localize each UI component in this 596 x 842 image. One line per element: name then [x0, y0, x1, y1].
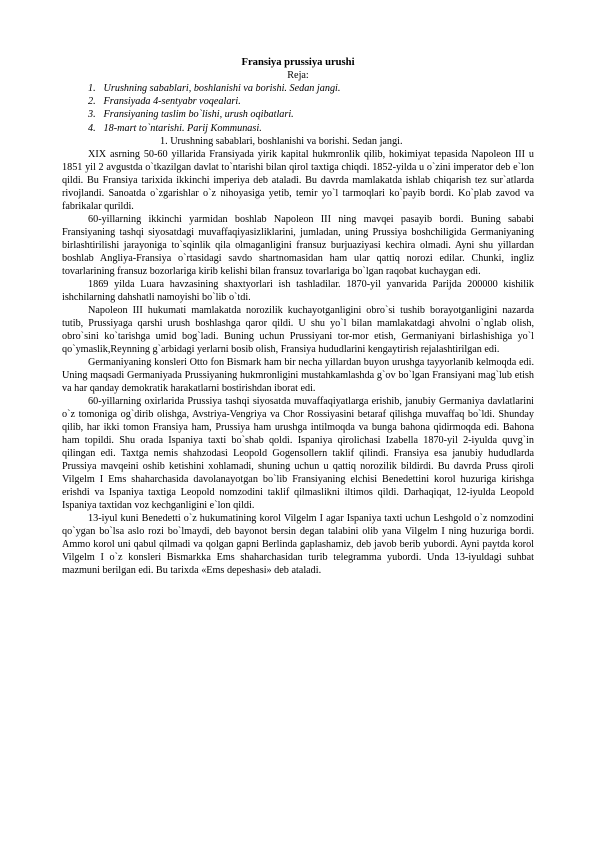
plan-item-text: Fransiyada 4-sentyabr voqealari. [103, 96, 241, 108]
paragraph: 60-yillarning oxirlarida Prussiya tashqi siyosatda muvaffaqiyatlarga erishib, janubiy Germaniya davlatlarini o`z tomoniga og`dirib olishga, Avstriya-Vengriya va Chor Rossiyasini betaraf qilishga muvaffaq bo`ldi. Shunday qilib, har ikki tomon Fransiya ham, Prussiya ham urushga intilmoqda va bunga bahona qidirmoqda edi. Bahona ham topildi. Shu orada Ispaniya taxti bo`shab qoldi. Ispaniya qirolichasi Izabella 1870-yil 2-iyulda quvg`in qilingan edi. Taxtga nemis shahzodasi Leopold Gogensollern taklif qilindi. Fransiya esa janubiy hududlarda Prussiya mavqeini oshib ketishini xohlamadi, shuning uchun u qattiq norozilik bildirdi. Bu davrda Pruss qiroli Vilgelm I Ems shaharchasida davolanayotgan bo`lib Fransiyaning elchisi Benedettini korol huzuriga kirishga erishdi va Ispaniya taxtiga Leopold nomzodini taklif qilmaslikni iltimos qildi. Darhaqiqat, 12-iyulda Leopold Ispaniya taxtidan voz kechganligini e`lon qildi. [62, 395, 534, 511]
paragraph: 13-iyul kuni Benedetti o`z hukumatining korol Vilgelm I agar Ispaniya taxti uchun Leshgold o`z nomzodini qo`ygan bo`lsa aslo rozi bo`lmaydi, deb bayonot bersin degan talabini olib yana Vilgelm I ning huzuriga bordi. Ammo korol uni qabul qilmadi va qolgan gapni Berlinda gaplashamiz, deb javob berib yubordi. Ayni paytda korol Vilgelm I o`z konsleri Bismarkka Ems shaharchasidan turib telegramma yubordi. Unda 13-iyuldagi suhbat mazmuni berilgan edi. Bu tarixda «Ems depeshasi» deb ataladi. [62, 512, 534, 576]
plan-list [62, 82, 534, 135]
document-page [62, 56, 534, 577]
paragraph: Germaniyaning konsleri Otto fon Bismark ham bir necha yillardan buyon urushga tayyorlanib kelmoqda edi. Uning maqsadi Germaniyada Prussiyaning hukmronligini mustahkamlashda g`ov bo`lgan Fransiyani mag`lub etish va har qanday demokratik harakatlarni bostirishdan iborat edi. [62, 356, 534, 394]
plan-item-text: Fransiyaning taslim bo`lishi, urush oqibatlari. [103, 109, 294, 121]
plan-item [62, 122, 534, 135]
plan-item-number: 1. [88, 83, 96, 94]
paragraph: XIX asrning 50-60 yillarida Fransiyada yirik kapital hukmronlik qilib, hokimiyat tepasida Napoleon III u 1851 yil 2 avgustda o`tkazilgan davlat to`ntarishi bilan qirol taxtiga chiqdi. 1852-yilda u o`zini imperator deb e`lon qildi. Bu Fransiya tarixida ikkinchi imperiya deb ataladi. Bu davrda mamlakatda ishlab chiqarish tez sur`atlarda rivojlandi. Sanoatda o`zgarishlar o`z nihoyasiga yetib, temir yo`l tarmoqlari ko`payib bordi. Ko`plab zavod va fabrikalar qurildi. [62, 148, 534, 212]
plan-item-number: 2. [88, 96, 96, 108]
plan-item-text: 18-mart to`ntarishi. Parij Kommunasi. [103, 122, 262, 134]
paragraph: 1869 yilda Luara havzasining shaxtyorlari ish tashladilar. 1870-yil yanvarida Parijda 200000 kishilik ishchilarning dahshatli namoyishi bo`lib o`tdi. [62, 278, 534, 303]
plan-item [62, 108, 534, 121]
document-title: Fransiya prussiya urushi [241, 57, 355, 68]
plan-item-text: Urushning sabablari, boshlanishi va borishi. Sedan jangi. [103, 83, 341, 94]
paragraph: Napoleon III hukumati mamlakatda norozilik kuchayotganligini obro`si tushib borayotganligini nazarda tutib, Prussiyaga qarshi urush boshlashga qaror qildi. U shu yo`l bilan mamlakatdagi ahvolni o`nglab olish, obro`sini ko`tarishga umid bog`ladi. Buning uchun Prussiyani tor-mor etish, Germaniyani birlashishiga yo`l qo`ymaslik,Reynning g`arbidagi yerlarni bosib olish, Fransiya hududlarini kengaytirish rejalashtirilgan edi. [62, 304, 534, 355]
plan-item-number: 3. [88, 109, 96, 121]
plan-item [62, 82, 534, 95]
section-heading: 1. Urushning sabablari, boshlanishi va borishi. Sedan jangi. [160, 135, 403, 147]
plan-item-number: 4. [88, 122, 96, 134]
plan-item [62, 95, 534, 108]
plan-label: Reja: [287, 70, 309, 81]
paragraph: 60-yillarning ikkinchi yarmidan boshlab Napoleon III ning mavqei pasayib bordi. Buning sababi Fransiyaning tashqi siyosatdagi muvaffaqiyasizliklarini, jumladan, uning Prussiya boshchiligida Germaniyaning birlashtirilishi jarayoniga to`sqinlik qila olmaganligini fransuz burjuaziyasi kechira olmadi. Ayni shu yillardan boshlab Angliya-Fransiya o`rtasidagi savdo shartnomasidan ham ular qattiq norozi edilar. Chunki, ingliz tovarlarining fransuz bozorlariga kirib kelishi bilan fransuz tovarlariga bo`lgan raqobat kuchaygan edi. [62, 213, 534, 277]
